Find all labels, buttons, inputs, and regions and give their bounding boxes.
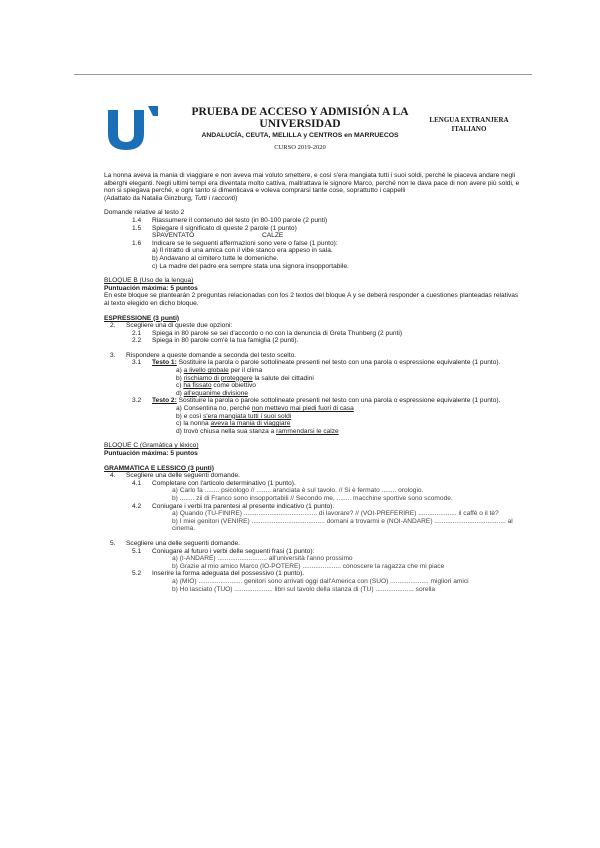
passage-text: La nonna aveva la mania di viaggiare e non aveva mai voluto smettere, e così s'era mangiata tutti i suoi soldi, perché le piaceva andare negli alberghi eleganti. Negli ultimi tempi era diventata molto cattiva, maltrattava le signore Marco, perché non le dava pace di non avere più soldi, e non si spiegava perché, e ogni tanto si dimenticava e voleva comprarsi tante cose, soprattutto i cappelli (Adattato da Natalia Ginzburg, Tutti i racconti) xyxy=(104,172,520,202)
option-item: b) I miei genitori (VENIRE) ........................................ domani a trovarmi e (NOI-ANDARE) ....................................... al xyxy=(172,517,513,525)
bloque-c-score: Puntuación máxima: 5 puntos xyxy=(104,450,198,457)
question-item: 2.1 Spiega in 80 parole se sei d'accordo o no con la denuncia di Greta Thunberg (2 punti) xyxy=(132,329,403,337)
question-item: 4.2 Coniugare i verbi tra parentesi al presente indicativo (1 punto). xyxy=(132,502,335,510)
question-item: 5. Scegliere una delle seguenti domande. xyxy=(110,539,241,547)
option-item: b) Andavano al cimitero tutte le domeniche. xyxy=(152,254,279,262)
vocab-words: SPAVENTATO CALZE xyxy=(152,232,284,240)
section-heading: Domande relative al testo 2 xyxy=(104,209,185,217)
option-item: b) rischiamo di proteggere la salute dei cittadini xyxy=(176,374,314,382)
question-item: 5.1 Coniugare al futuro i verbi delle seguenti frasi (1 punto): xyxy=(132,547,315,555)
option-item: a) Quando (TU-FINIRE) ........................................ di lavorare? // (VOI-PREFERIRE) ..................... il caffè o il tè? xyxy=(172,510,499,518)
option-item: a) a livello globale per il clima xyxy=(176,367,263,375)
option-item: b) ........ zii di Franco sono insopportabili // Secondo me, ........ macchine sportive sono scomode. xyxy=(172,494,453,502)
question-item: 3.2 Testo 2: Sostituire la parola o parole sottolineate presenti nel testo con una parola o espressione equivalente (1 punto). xyxy=(132,397,501,405)
bloque-b-score: Puntuación máxima: 5 puntos xyxy=(104,284,198,292)
question-item: 2. Scegliere una di queste due opzioni: xyxy=(110,322,233,330)
option-item: c) La madre del padre era sempre stata una signora insopportabile. xyxy=(152,262,349,270)
option-item: c) la nonna aveva la mania di viaggiare xyxy=(176,420,291,428)
section-heading: GRAMMATICA E LESSICO (3 punti) xyxy=(104,464,214,472)
option-item: d) trovò chiusa nella sua stanza a rammendarsi le calze xyxy=(176,427,339,435)
option-item: c) ha fissato come obiettivo xyxy=(176,382,256,390)
university-logo xyxy=(104,104,164,150)
option-item: d) all'equanime divisione xyxy=(176,389,249,397)
option-item: cinema. xyxy=(172,525,196,533)
exam-content xyxy=(104,172,524,593)
question-item: 5.2 Inserire la forma adeguata del possessivo (1 punto). xyxy=(132,570,305,578)
question-item: 1.5 Spiegare il significato di queste 2 parole (1 punto) xyxy=(132,224,297,232)
exam-title: PRUEBA DE ACCESO Y ADMISIÓN A LA UNIVERSIDAD xyxy=(191,106,409,130)
question-item: 3. Rispondere a queste domande a seconda del testo scelto. xyxy=(110,351,297,359)
option-item: b) Ho lasciato (TUO) ..................... libri sul tavolo della stanza di (TU) ..................... sorella xyxy=(172,585,436,593)
question-item: 1.6 Indicare se le seguenti affermazioni sono vere o false (1 punto): xyxy=(132,239,338,247)
question-item: 4.1 Completare con l'articolo determinativo (1 punto). xyxy=(132,479,296,487)
option-item: a) Consentina no, perché non mettevo mai piedi fuori di casa xyxy=(176,405,354,413)
question-item: 1.4 Riassumere il contenuto del testo (in 80-100 parole (2 punti) xyxy=(132,216,328,224)
question-item: 2.2 Spiega in 80 parole com'è la tua famiglia (2 punti). xyxy=(132,337,299,345)
question-item: 3.1 Testo 1: Sostituire la parola o parole sottolineate presenti nel testo con una parola o espressione equivalente (1 punto). xyxy=(132,359,501,367)
bloque-b-intro: En este bloque se plantearán 2 preguntas relacionadas con los 2 textos del bloque A y se deberá responder a cuestiones planteadas relativas al texto elegido en dicho bloque. xyxy=(104,292,519,307)
top-rule xyxy=(74,74,532,75)
bloque-c-heading: BLOQUE C (Gramática y léxico) xyxy=(104,442,199,450)
subject-title: LENGUA EXTRANJERA ITALIANO xyxy=(429,116,509,133)
option-item: a) (I-ANDARE) ........................... all'università l'anno prossimo xyxy=(172,555,353,563)
section-heading: ESPRESSIONE (3 punti) xyxy=(104,314,180,322)
option-item: b) Grazie al mio amico Marco (IO-POTERE) ..................... conoscere la ragazza che mi piace xyxy=(172,562,445,570)
option-item: b) e così s'era mangiata tutti i suoi soldi xyxy=(176,412,292,420)
bloque-b-heading: BLOQUE B (Uso de la lengua) xyxy=(104,277,194,285)
question-item: 4. Scegliere una delle seguenti domande. xyxy=(110,472,241,480)
option-item: a) (MIO) ........................ genitori sono arrivati oggi dall'America con (SUO) ..................... migliori amici xyxy=(172,577,469,585)
option-item: a) Il ritratto di una amica con il vibe stanco era appeso in sala. xyxy=(152,247,333,255)
exam-subtitle: ANDALUCÍA, CEUTA, MELILLA y CENTROS en MARRUECOS xyxy=(201,132,399,139)
exam-year: CURSO 2019-2020 xyxy=(274,144,326,151)
option-item: a) Carlo fa ........ psicologo // ........ aranciata è sul tavolo. // Si è fermato ........ orologio. xyxy=(172,487,424,495)
